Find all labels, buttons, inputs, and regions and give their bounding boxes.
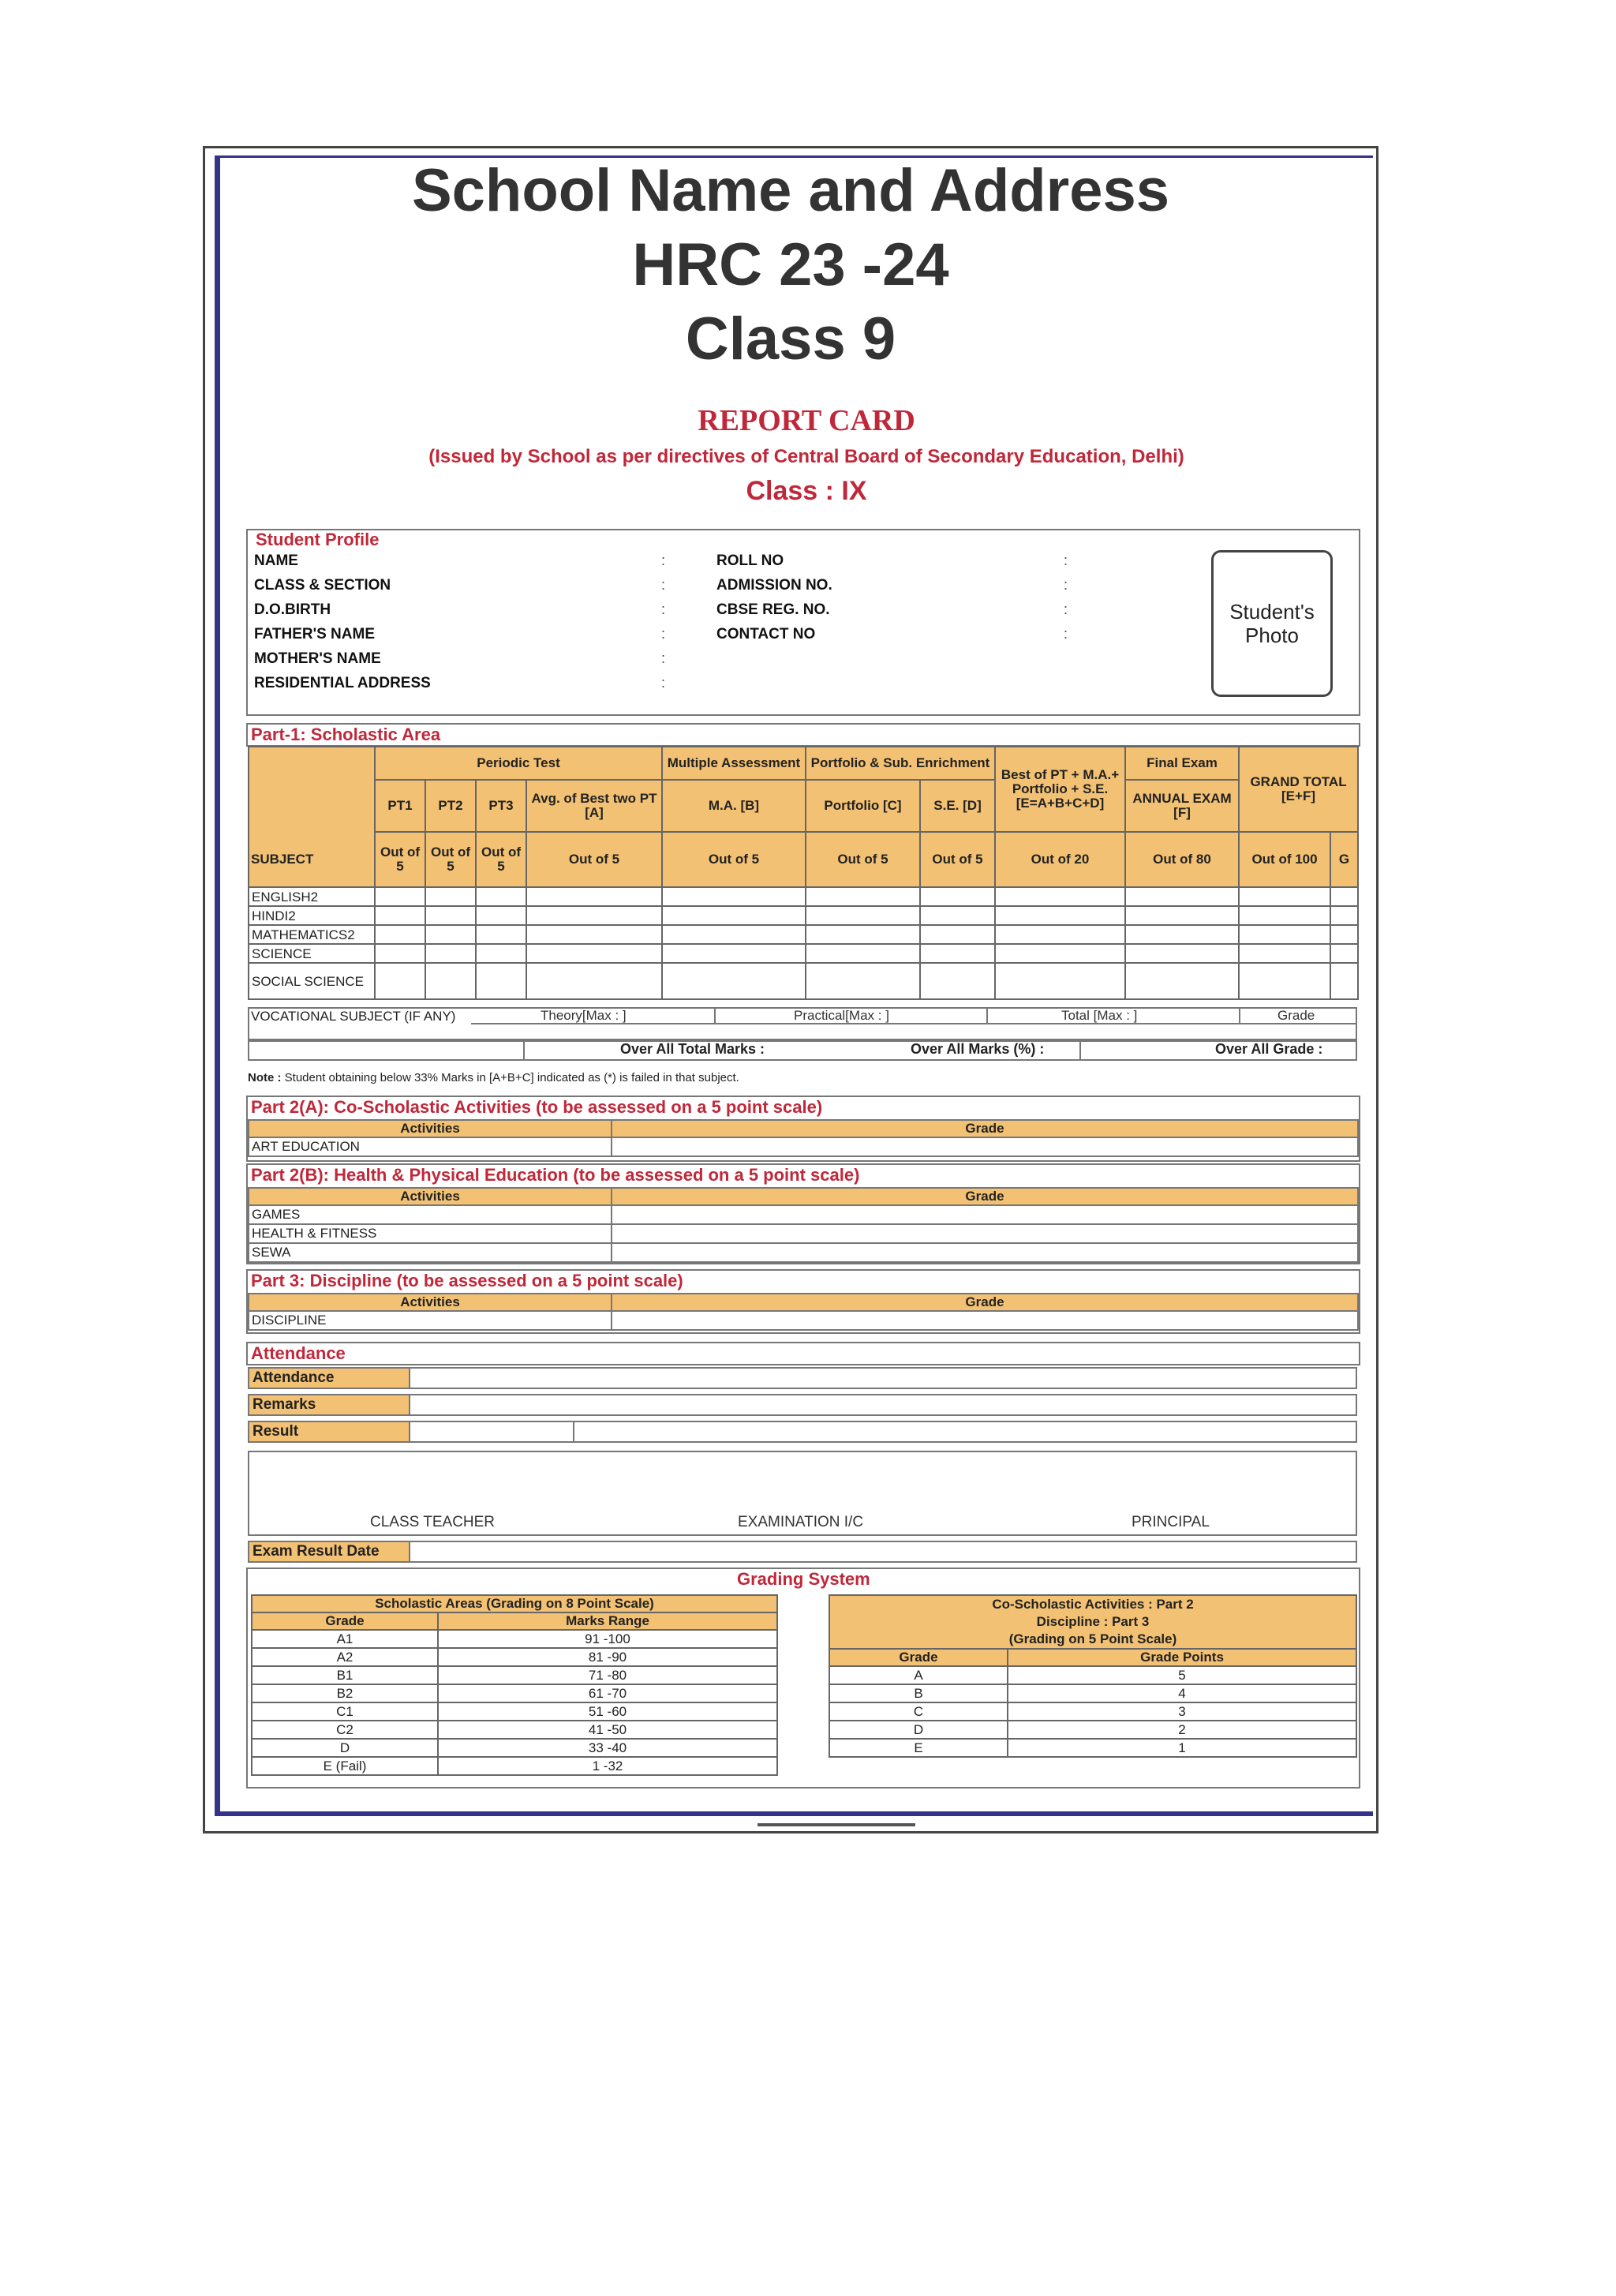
profile-field-label: CLASS & SECTION [254, 577, 391, 594]
table-row [249, 925, 1358, 944]
scholastic-table [248, 746, 1359, 1000]
attendance-row [248, 1367, 1357, 1389]
table-row [249, 906, 1358, 925]
subject-name-cell: HINDI2 [249, 906, 375, 925]
note-text [248, 1071, 739, 1084]
annual-exam-header: ANNUAL EXAM [F] [1125, 780, 1239, 832]
grade-cell: A1 [252, 1630, 438, 1648]
marks-cell[interactable] [920, 925, 995, 944]
profile-field-label: ROLL NO [716, 552, 784, 569]
marks-cell[interactable] [806, 887, 920, 906]
voc-sep-3 [1239, 1007, 1240, 1023]
result-label: Result [248, 1421, 410, 1443]
marks-cell[interactable] [1239, 925, 1330, 944]
profile-field-colon: : [661, 650, 666, 666]
marks-cell[interactable] [425, 944, 476, 963]
scholastic-grade-col: Grade [252, 1612, 438, 1630]
marks-cell[interactable] [806, 906, 920, 925]
pt2-out-of: Out of 5 [425, 832, 476, 887]
grade-cell: D [829, 1721, 1008, 1739]
range-cell: 1 [1008, 1739, 1356, 1757]
profile-field-label: ADMISSION NO. [716, 577, 832, 594]
marks-cell[interactable] [1125, 887, 1239, 906]
marks-cell[interactable] [1239, 887, 1330, 906]
scholastic-grading-table [251, 1594, 778, 1776]
activity-name-cell: GAMES [249, 1205, 612, 1224]
marks-cell[interactable] [1239, 944, 1330, 963]
marks-cell[interactable] [995, 963, 1125, 999]
activity-name-cell: ART EDUCATION [249, 1137, 612, 1156]
grade-cell: C2 [252, 1721, 438, 1739]
table-row [829, 1702, 1356, 1721]
profile-field-label: D.O.BIRTH [254, 601, 331, 618]
marks-cell[interactable] [662, 887, 806, 906]
marks-cell[interactable] [476, 963, 526, 999]
pt1-header: PT1 [375, 780, 425, 832]
portfolio-out-of: Out of 5 [806, 832, 920, 887]
part3-title: Part 3: Discipline (to be assessed on a 5 point scale) [251, 1271, 683, 1290]
se-header: S.E. [D] [920, 780, 995, 832]
marks-cell[interactable] [1330, 925, 1358, 944]
principal-signature: PRINCIPAL [1132, 1514, 1210, 1530]
total-max-label: Total [Max : ] [1061, 1008, 1138, 1023]
bottom-mark [758, 1823, 915, 1826]
marks-cell[interactable] [920, 906, 995, 925]
overall-marks-percent: Over All Marks (%) : [911, 1041, 1045, 1057]
marks-cell[interactable] [1330, 963, 1358, 999]
photo-label-line2: Photo [1245, 624, 1299, 647]
pt3-out-of: Out of 5 [476, 832, 526, 887]
grade-cell: B [829, 1684, 1008, 1702]
activity-grade-cell[interactable] [612, 1205, 1358, 1224]
best-of-header: Best of PT + M.A.+ Portfolio + S.E. [E=A+B+C+D] [995, 747, 1125, 832]
attendance-title-box [246, 1342, 1360, 1365]
table-row [829, 1666, 1356, 1684]
marks-cell[interactable] [1330, 944, 1358, 963]
grade-cell: E [829, 1739, 1008, 1757]
marks-cell[interactable] [662, 944, 806, 963]
scholastic-title: Part-1: Scholastic Area [251, 725, 441, 744]
part2b-title: Part 2(B): Health & Physical Education (to be assessed on a 5 point scale) [251, 1165, 860, 1185]
table-row [829, 1684, 1356, 1702]
range-cell: 71 -80 [438, 1666, 777, 1684]
marks-cell[interactable] [995, 887, 1125, 906]
exam-result-date-label: Exam Result Date [248, 1541, 410, 1563]
grade-cell: C [829, 1702, 1008, 1721]
voc-sep-1 [714, 1007, 716, 1023]
multiple-assessment-header: Multiple Assessment [662, 747, 806, 780]
marks-cell[interactable] [995, 944, 1125, 963]
range-cell: 5 [1008, 1666, 1356, 1684]
grade-cell: B2 [252, 1684, 438, 1702]
marks-cell[interactable] [425, 887, 476, 906]
part2b-table [248, 1187, 1359, 1263]
range-cell: 51 -60 [438, 1702, 777, 1721]
activity-grade-cell[interactable] [612, 1311, 1358, 1330]
range-cell: 3 [1008, 1702, 1356, 1721]
grade-cell: A2 [252, 1648, 438, 1666]
note-prefix: Note : [248, 1071, 282, 1084]
profile-field-label: CBSE REG. NO. [716, 601, 830, 618]
overall-row [248, 1040, 1357, 1061]
marks-cell[interactable] [375, 887, 425, 906]
marks-cell[interactable] [1239, 963, 1330, 999]
note-body: Student obtaining below 33% Marks in [A+B+C] indicated as (*) is failed in that subject. [284, 1071, 739, 1084]
marks-cell[interactable] [662, 963, 806, 999]
attendance-label: Attendance [248, 1367, 410, 1389]
attendance-title: Attendance [251, 1343, 346, 1363]
vocational-label: VOCATIONAL SUBJECT (IF ANY) [251, 1009, 456, 1024]
grand-total-out-of: Out of 100 [1239, 832, 1330, 887]
marks-cell[interactable] [425, 963, 476, 999]
table-row [252, 1630, 777, 1648]
pt2-header: PT2 [425, 780, 476, 832]
activity-grade-cell[interactable] [612, 1224, 1358, 1243]
profile-field-label: NAME [254, 552, 298, 569]
activity-grade-cell[interactable] [612, 1243, 1358, 1262]
activity-name-cell: DISCIPLINE [249, 1311, 612, 1330]
table-row [829, 1739, 1356, 1757]
portfolio-header: Portfolio [C] [806, 780, 920, 832]
subject-name-cell: SCIENCE [249, 944, 375, 963]
range-cell: 33 -40 [438, 1739, 777, 1757]
voc-sep-2 [986, 1007, 988, 1023]
part2a-table [248, 1119, 1359, 1157]
part3-activities-header: Activities [249, 1294, 612, 1311]
list-item [249, 1311, 1358, 1330]
remarks-row [248, 1394, 1357, 1416]
exam-result-date-row [248, 1541, 1357, 1563]
grade-cell: A [829, 1666, 1008, 1684]
report-card-title: REPORT CARD [698, 404, 915, 437]
table-row [249, 944, 1358, 963]
periodic-test-header: Periodic Test [375, 747, 662, 780]
overall-total-marks: Over All Total Marks : [620, 1041, 765, 1057]
part3-grade-header: Grade [612, 1294, 1358, 1311]
marks-cell[interactable] [806, 925, 920, 944]
marks-cell[interactable] [920, 887, 995, 906]
list-item [249, 1243, 1358, 1262]
part2b-grade-header: Grade [612, 1188, 1358, 1205]
marks-cell[interactable] [425, 906, 476, 925]
marks-cell[interactable] [476, 906, 526, 925]
marks-cell[interactable] [1125, 944, 1239, 963]
co-grading-title-1: Co-Scholastic Activities : Part 2 [992, 1597, 1194, 1612]
co-grading-title-2: Discipline : Part 3 [1036, 1614, 1150, 1629]
subject-header: SUBJECT [249, 832, 375, 887]
profile-field-label: FATHER'S NAME [254, 626, 376, 642]
marks-cell[interactable] [425, 925, 476, 944]
grand-total-header: GRAND TOTAL [E+F] [1239, 747, 1358, 832]
grade-cell: B1 [252, 1666, 438, 1684]
remarks-label: Remarks [248, 1394, 410, 1416]
range-cell: 2 [1008, 1721, 1356, 1739]
profile-field-label: CONTACT NO [716, 626, 816, 642]
report-card-subtitle: (Issued by School as per directives of Central Board of Secondary Education, Delhi) [428, 446, 1184, 467]
grade-cell: D [252, 1739, 438, 1757]
profile-field-colon: : [661, 552, 666, 568]
profile-field-colon: : [661, 601, 666, 617]
marks-cell[interactable] [995, 925, 1125, 944]
marks-cell[interactable] [476, 887, 526, 906]
range-cell: 81 -90 [438, 1648, 777, 1666]
marks-cell[interactable] [1125, 925, 1239, 944]
se-out-of: Out of 5 [920, 832, 995, 887]
profile-field-colon: : [661, 675, 666, 691]
marks-cell[interactable] [526, 925, 662, 944]
profile-field-label: MOTHER'S NAME [254, 650, 381, 667]
list-item [249, 1137, 1358, 1156]
subject-name-cell: SOCIAL SCIENCE [249, 963, 375, 999]
co-grade-col: Grade [829, 1649, 1008, 1666]
marks-cell[interactable] [1330, 906, 1358, 925]
profile-field-colon: : [1064, 626, 1068, 642]
overall-grade: Over All Grade : [1215, 1041, 1323, 1057]
result-row [248, 1421, 1357, 1443]
overall-sep-2 [1079, 1040, 1081, 1061]
profile-field-colon: : [1064, 552, 1068, 568]
marks-cell[interactable] [1330, 887, 1358, 906]
session-title: HRC 23 -24 [632, 231, 949, 298]
portfolio-enrichment-header: Portfolio & Sub. Enrichment [806, 747, 995, 780]
scholastic-marks-col: Marks Range [438, 1612, 777, 1630]
marks-cell[interactable] [375, 963, 425, 999]
practical-max-label: Practical[Max : ] [794, 1008, 889, 1023]
pt1-out-of: Out of 5 [375, 832, 425, 887]
pt3-header: PT3 [476, 780, 526, 832]
table-row [249, 887, 1358, 906]
marks-cell[interactable] [375, 925, 425, 944]
exam-ic-signature: EXAMINATION I/C [738, 1514, 864, 1530]
marks-cell[interactable] [995, 906, 1125, 925]
table-row [252, 1648, 777, 1666]
range-cell: 1 -32 [438, 1757, 777, 1775]
marks-cell[interactable] [806, 963, 920, 999]
profile-field-colon: : [1064, 601, 1068, 617]
marks-cell[interactable] [375, 906, 425, 925]
result-divider [573, 1421, 574, 1443]
theory-max-label: Theory[Max : ] [541, 1008, 627, 1023]
table-row [252, 1666, 777, 1684]
marks-cell[interactable] [476, 944, 526, 963]
table-row [252, 1702, 777, 1721]
overall-sep-1 [523, 1040, 525, 1061]
ma-out-of: Out of 5 [662, 832, 806, 887]
annual-out-of: Out of 80 [1125, 832, 1239, 887]
ma-header: M.A. [B] [662, 780, 806, 832]
marks-cell[interactable] [920, 944, 995, 963]
marks-cell[interactable] [806, 944, 920, 963]
activity-name-cell: SEWA [249, 1243, 612, 1262]
marks-cell[interactable] [1125, 963, 1239, 999]
marks-cell[interactable] [920, 963, 995, 999]
grade-col-header: G [1330, 832, 1358, 887]
range-cell: 4 [1008, 1684, 1356, 1702]
avg-out-of: Out of 5 [526, 832, 662, 887]
list-item [249, 1224, 1358, 1243]
school-name-title: School Name and Address [411, 157, 1170, 224]
profile-field-colon: : [661, 577, 666, 593]
table-row [252, 1684, 777, 1702]
profile-field-colon: : [1064, 577, 1068, 593]
marks-cell[interactable] [1125, 906, 1239, 925]
marks-cell[interactable] [526, 963, 662, 999]
activity-grade-cell[interactable] [612, 1137, 1358, 1156]
marks-cell[interactable] [662, 906, 806, 925]
marks-cell[interactable] [1239, 906, 1330, 925]
grade-cell: E (Fail) [252, 1757, 438, 1775]
class-title: Class 9 [685, 305, 896, 373]
student-profile-title: Student Profile [256, 530, 380, 549]
marks-cell[interactable] [476, 925, 526, 944]
table-row [252, 1721, 777, 1739]
table-row [252, 1757, 777, 1775]
table-row [252, 1739, 777, 1757]
part2a-title: Part 2(A): Co-Scholastic Activities (to be assessed on a 5 point scale) [251, 1097, 823, 1117]
profile-field-label: RESIDENTIAL ADDRESS [254, 675, 431, 691]
range-cell: 41 -50 [438, 1721, 777, 1739]
list-item [249, 1205, 1358, 1224]
range-cell: 91 -100 [438, 1630, 777, 1648]
subject-name-cell: ENGLISH2 [249, 887, 375, 906]
part2a-activities-header: Activities [249, 1120, 612, 1137]
best-of-out-of: Out of 20 [995, 832, 1125, 887]
class-teacher-signature: CLASS TEACHER [370, 1514, 496, 1530]
co-scholastic-grading-table [829, 1594, 1357, 1758]
marks-cell[interactable] [375, 944, 425, 963]
activity-name-cell: HEALTH & FITNESS [249, 1224, 612, 1243]
photo-label-line1: Student's [1229, 600, 1315, 624]
student-photo-placeholder [1211, 550, 1333, 697]
profile-field-colon: : [661, 626, 666, 642]
grading-system-title: Grading System [737, 1569, 870, 1589]
co-grading-title-3: (Grading on 5 Point Scale) [1008, 1631, 1177, 1646]
table-row [829, 1721, 1356, 1739]
part2b-activities-header: Activities [249, 1188, 612, 1205]
vocational-grade-label: Grade [1277, 1008, 1315, 1023]
avg-pt-header: Avg. of Best two PT [A] [526, 780, 662, 832]
marks-cell[interactable] [526, 906, 662, 925]
scholastic-grading-title: Scholastic Areas (Grading on 8 Point Scale) [252, 1595, 777, 1612]
marks-cell[interactable] [526, 887, 662, 906]
part2a-grade-header: Grade [612, 1120, 1358, 1137]
range-cell: 61 -70 [438, 1684, 777, 1702]
report-card-class: Class : IX [746, 476, 867, 506]
marks-cell[interactable] [662, 925, 806, 944]
marks-cell[interactable] [526, 944, 662, 963]
grade-cell: C1 [252, 1702, 438, 1721]
subject-name-cell: MATHEMATICS2 [249, 925, 375, 944]
co-points-col: Grade Points [1008, 1649, 1356, 1666]
table-row [249, 963, 1358, 999]
part3-table [248, 1293, 1359, 1331]
final-exam-header: Final Exam [1125, 747, 1239, 780]
